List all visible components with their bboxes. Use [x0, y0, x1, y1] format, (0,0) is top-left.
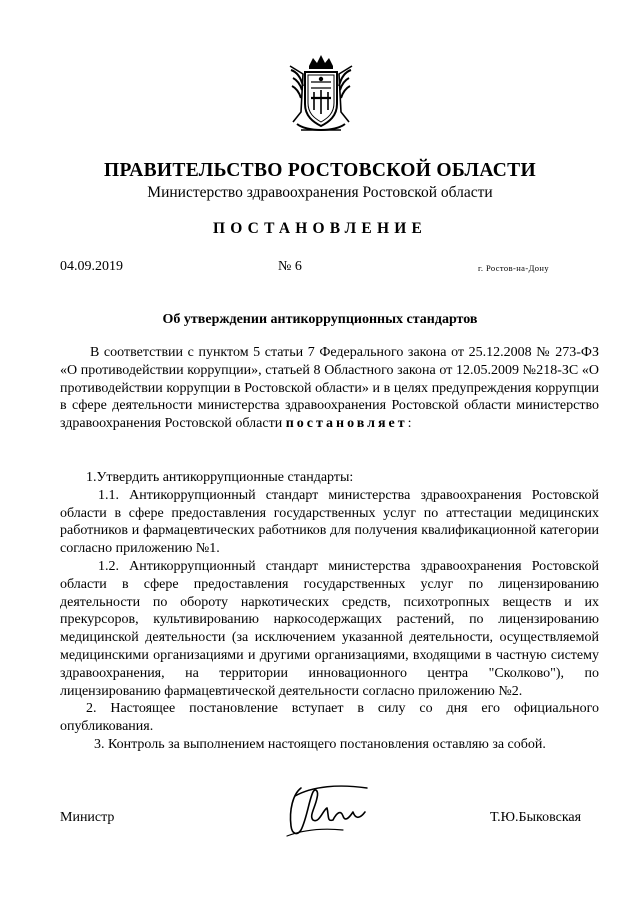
document-number: № 6 [278, 259, 302, 274]
item-1-2: 1.2. Антикоррупционный стандарт министерства здравоохранения Ростовской области в сфере предоставления государственных услуг по лицензированию деятельности по обороту наркотических средств, психотропных веществ и их прекурсоров, культивированию наркосодержащих растений, по лицензированию медицинской деятельности (за исключением указанной деятельности, осуществляемой медицинскими организациями и другими организациями, входящими в частную систему здравоохранения, на территории инновационного центра "Сколково"), по лицензированию фармацевтической деятельности согласно приложению №2. [60, 558, 599, 699]
document-date: 04.09.2019 [60, 259, 123, 274]
item-1: 1.Утвердить антикоррупционные стандарты: [86, 470, 354, 485]
preamble-text: В соответствии с пунктом 5 статьи 7 Федерального закона от 25.12.2008 № 273-ФЗ «О противодействии коррупции», статьей 8 Областного закона от 12.05.2009 №218-ЗС «О противодействии коррупции в Ростовской области» и в целях предупреждения коррупции в сфере деятельности министерства здравоохранения Ростовской области министерство здравоохранения Ростовской области [60, 345, 599, 432]
government-title: ПРАВИТЕЛЬСТВО РОСТОВСКОЙ ОБЛАСТИ [104, 160, 536, 181]
ministry-name: Министерство здравоохранения Ростовской области [147, 184, 493, 201]
resolution-items [60, 469, 599, 754]
resolves-verb: постановляет [285, 416, 408, 432]
signatory-name: Т.Ю.Быковская [490, 810, 582, 825]
item-2: 2. Настоящее постановление вступает в силу со дня его официального опубликования. [60, 701, 599, 735]
preamble-paragraph [60, 344, 599, 433]
document-city: г. Ростов-на-Дону [478, 263, 550, 273]
document-type: ПОСТАНОВЛЕНИЕ [212, 220, 428, 237]
document-subject: Об утверждении антикоррупционных стандартов [162, 312, 478, 327]
item-3: 3. Контроль за выполнением настоящего постановления оставляю за собой. [94, 736, 546, 752]
coat-of-arms-icon [287, 52, 355, 138]
preamble-colon: : [407, 416, 412, 432]
handwritten-signature-icon [283, 782, 373, 840]
signatory-role: Министр [60, 810, 115, 825]
item-1-1: 1.1. Антикоррупционный стандарт министерства здравоохранения Ростовской области в сфере предоставления государственных услуг по аттестации медицинских работников и фармацевтических работников для получения квалификационной категории согласно приложению №1. [60, 487, 599, 557]
